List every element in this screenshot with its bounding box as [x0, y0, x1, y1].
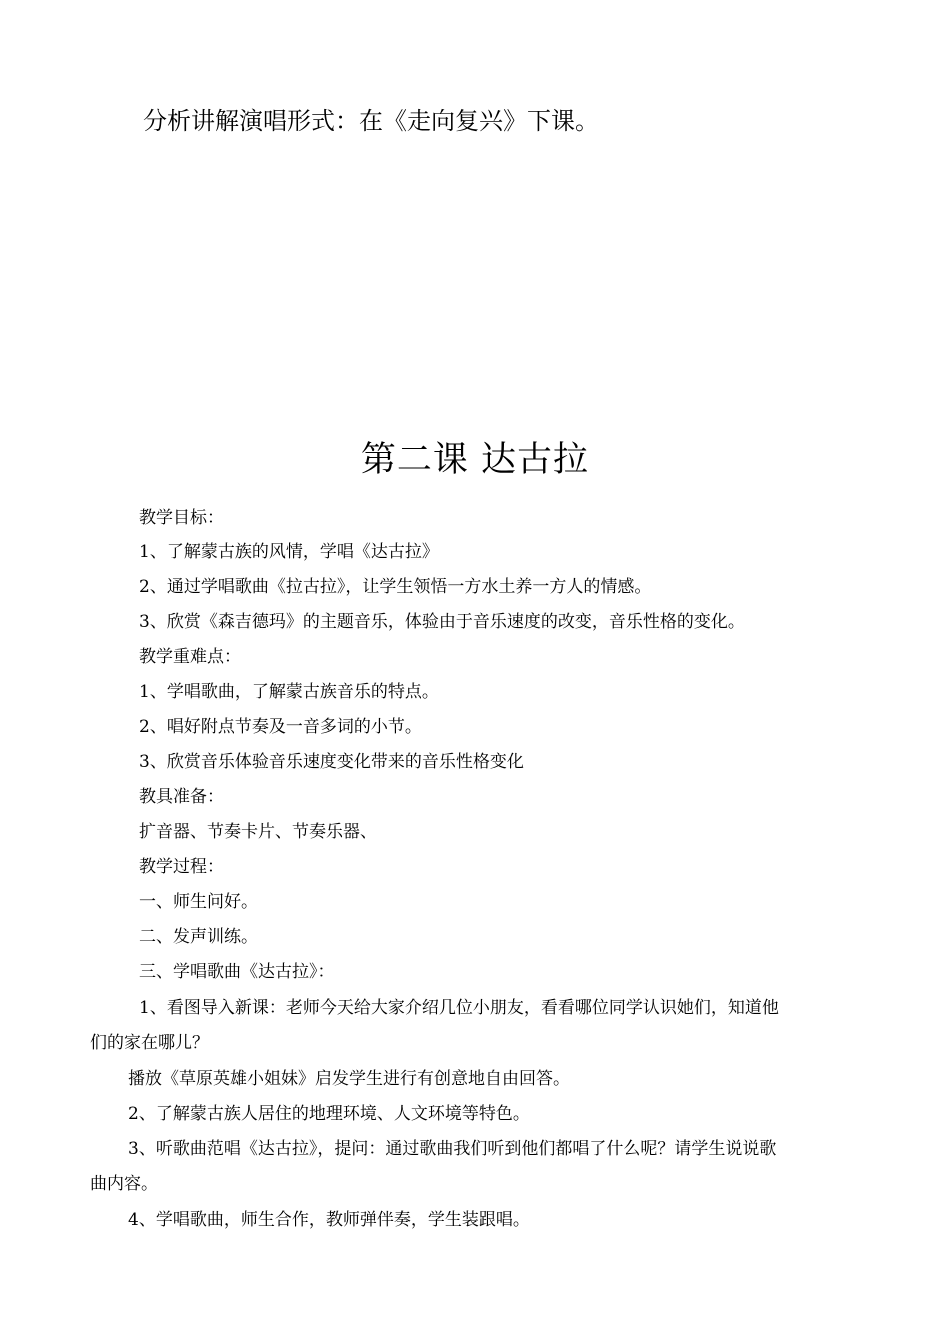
key-points-heading: 教学重难点： [139, 647, 241, 667]
key-point-item-1: 1、学唱歌曲，了解蒙古族音乐的特点。 [139, 682, 439, 702]
goals-heading: 教学目标： [139, 508, 224, 528]
process-step-1: 一、师生问好。 [139, 892, 258, 912]
process-step-2: 二、发声训练。 [139, 927, 258, 947]
lesson-title: 第二课 达古拉 [360, 440, 590, 480]
goal-item-1: 1、了解蒙古族的风情，学唱《达古拉》 [139, 542, 439, 562]
process-sub-2: 2、了解蒙古族人居住的地理环境、人文环境等特色。 [128, 1104, 530, 1124]
process-sub-1-line-1: 1、看图导入新课：老师今天给大家介绍几位小朋友，看看哪位同学认识她们，知道他 [139, 998, 779, 1018]
intro-line: 分析讲解演唱形式：在《走向复兴》下课。 [143, 107, 599, 135]
process-sub-1-line-2: 们的家在哪儿？ [90, 1033, 209, 1053]
key-point-item-3: 3、欣赏音乐体验音乐速度变化带来的音乐性格变化 [139, 752, 524, 772]
process-step-3: 三、学唱歌曲《达古拉》： [139, 962, 335, 982]
process-sub-3-line-2: 曲内容。 [90, 1174, 158, 1194]
materials-text: 扩音器、节奏卡片、节奏乐器、 [139, 822, 377, 842]
process-sub-4: 4、学唱歌曲，师生合作，教师弹伴奏，学生装跟唱。 [128, 1210, 530, 1230]
process-heading: 教学过程： [139, 857, 224, 877]
process-sub-1-note: 播放《草原英雄小姐妹》启发学生进行有创意地自由回答。 [128, 1069, 570, 1089]
process-sub-3-line-1: 3、听歌曲范唱《达古拉》，提问：通过歌曲我们听到他们都唱了什么呢？请学生说说歌 [128, 1139, 777, 1159]
goal-item-3: 3、欣赏《森吉德玛》的主题音乐，体验由于音乐速度的改变，音乐性格的变化。 [139, 612, 745, 632]
key-point-item-2: 2、唱好附点节奏及一音多词的小节。 [139, 717, 422, 737]
materials-heading: 教具准备： [139, 787, 224, 807]
goal-item-2: 2、通过学唱歌曲《拉古拉》，让学生领悟一方水土养一方人的情感。 [139, 577, 652, 597]
